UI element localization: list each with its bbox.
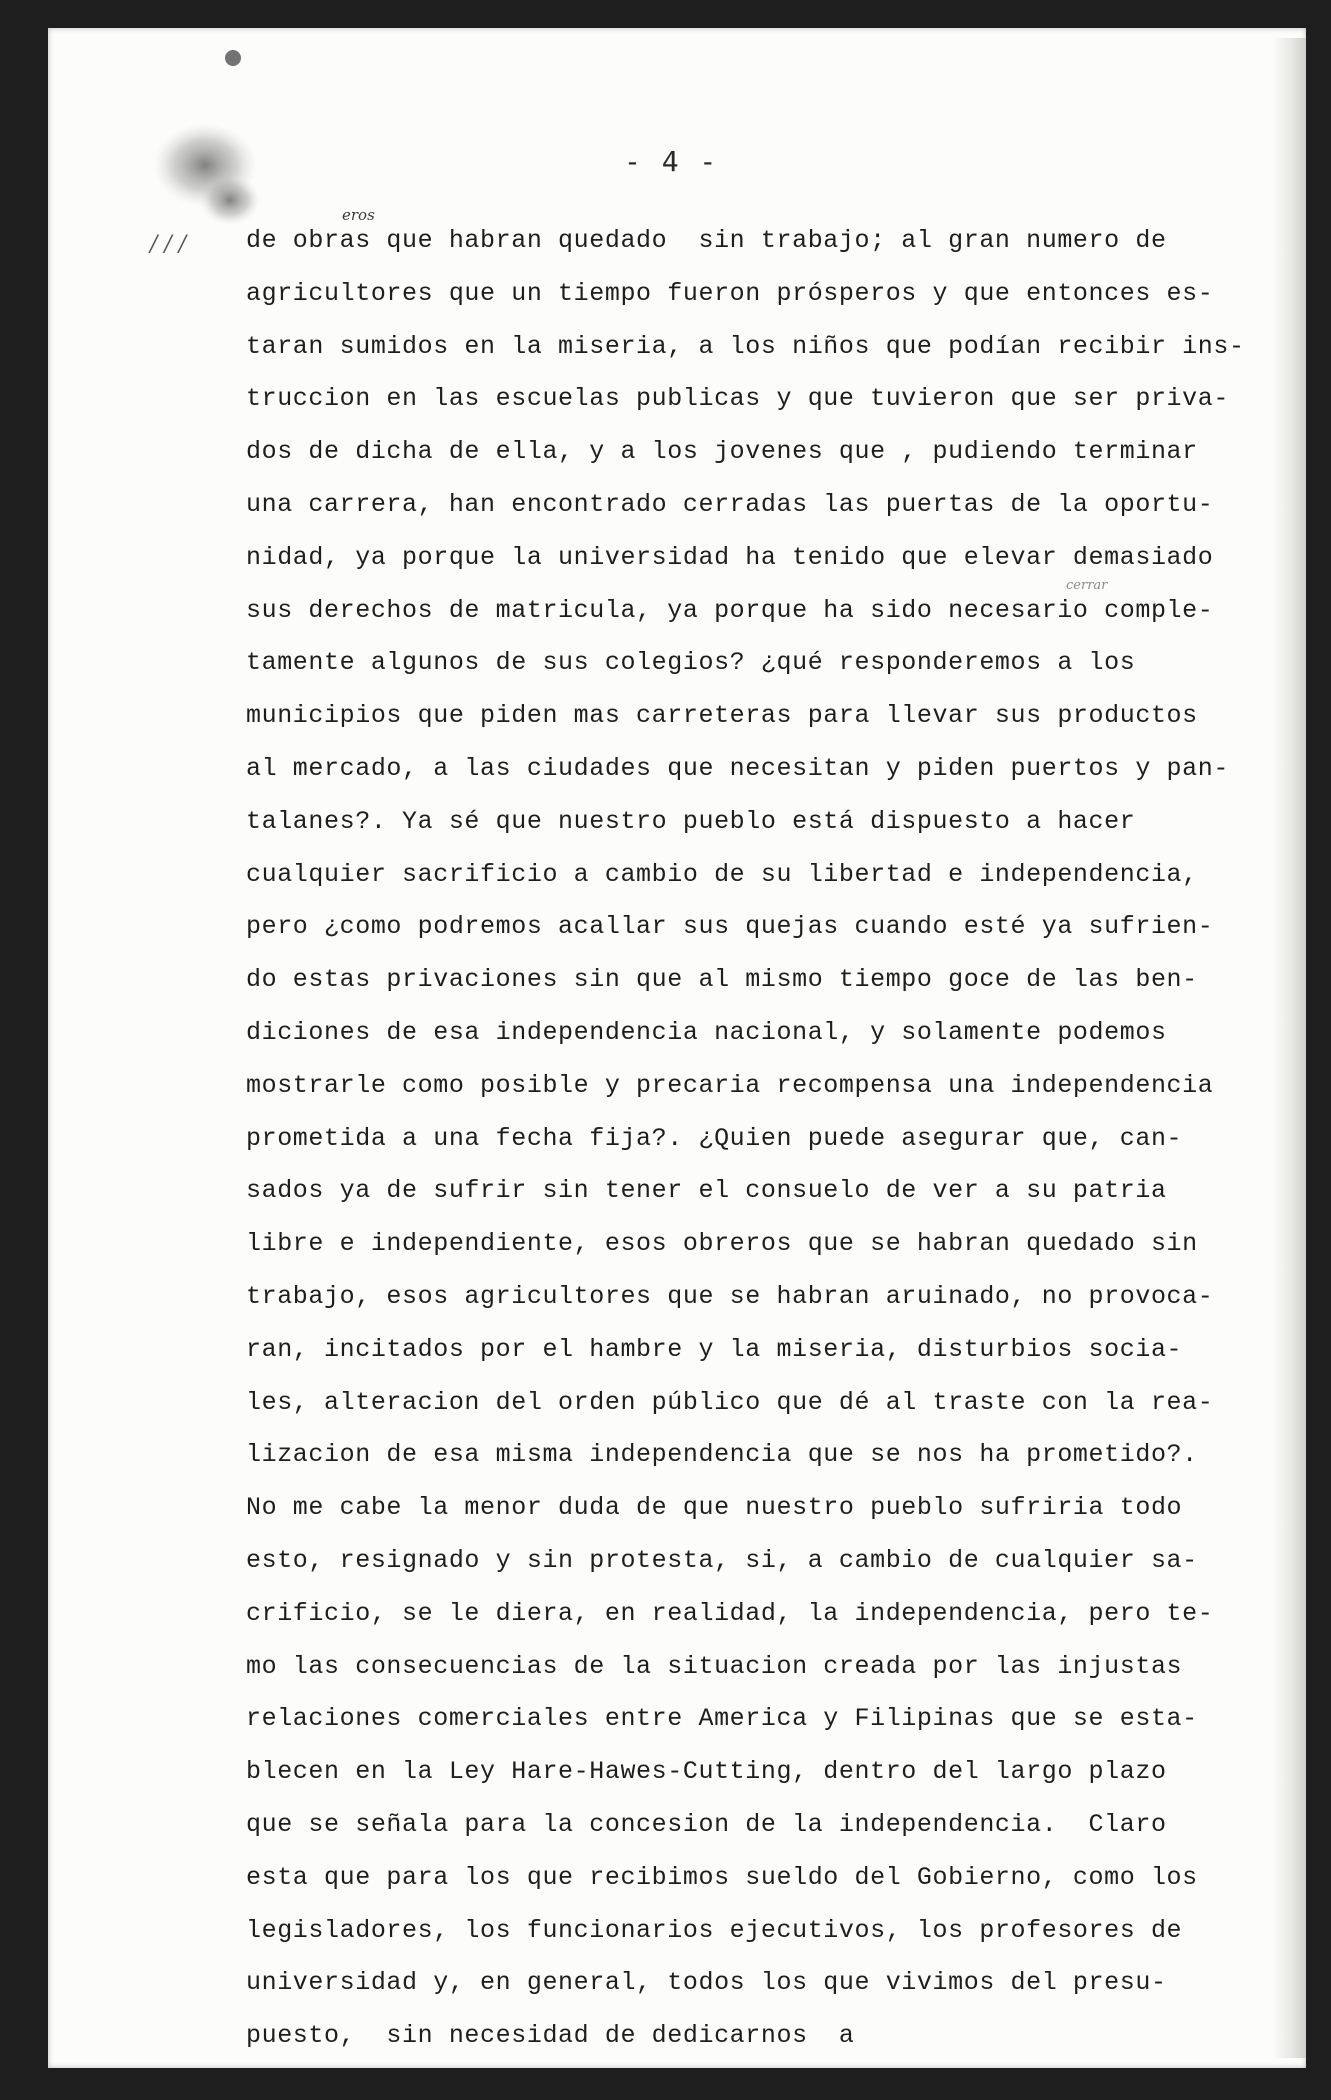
handwritten-note-cerrar: cerrar [1066, 578, 1108, 593]
text-line: libre e independiente, esos obreros que se habran quedado sin [246, 1229, 1198, 1259]
text-line: pero ¿como podremos acallar sus quejas cuando esté ya sufrien- [246, 912, 1214, 942]
text-line: puesto, sin necesidad de dedicarnos a [246, 2021, 855, 2051]
text-line: legisladores, los funcionarios ejecutivos, los profesores de [246, 1915, 1183, 1945]
page-number: - 4 - [624, 145, 719, 178]
text-line: tamente algunos de sus colegios? ¿qué responderemos a los [246, 648, 1136, 678]
text-line: sados ya de sufrir sin tener el consuelo de ver a su patria [246, 1176, 1167, 1206]
text-line: cualquier sacrificio a cambio de su libertad e independencia, [246, 859, 1198, 889]
text-line: les, alteracion del orden público que dé al traste con la rea- [246, 1387, 1214, 1417]
text-line: do estas privaciones sin que al mismo tiempo goce de las ben- [246, 965, 1198, 995]
text-line: diciones de esa independencia nacional, y solamente podemos [246, 1017, 1167, 1047]
text-line: de obras que habran quedado sin trabajo; al gran numero de [246, 226, 1167, 255]
page-edge-shadow [1272, 38, 1306, 2058]
text-line: ran, incitados por el hambre y la miseria, disturbios socia- [246, 1334, 1183, 1364]
text-line: talanes?. Ya sé que nuestro pueblo está dispuesto a hacer [246, 806, 1136, 836]
text-line: esta que para los que recibimos sueldo del Gobierno, como los [246, 1862, 1198, 1892]
text-line: universidad y, en general, todos los que vivimos del presu- [246, 1968, 1167, 1998]
text-line: agricultores que un tiempo fueron prósperos y que entonces es- [246, 278, 1214, 308]
text-line: sus derechos de matricula, ya porque ha sido necesario complе- [246, 595, 1214, 625]
text-line: que se señala para la concesion de la independencia. Claro [246, 1809, 1167, 1839]
text-line: dos de dicha de ella, y a los jovenes que , pudiendo terminar [246, 437, 1198, 467]
text-line: truccion en las escuelas publicas y que tuvieron que ser priva- [246, 384, 1229, 414]
text-line: mostrarle como posible y precaria recompensa una independencia [246, 1070, 1214, 1100]
text-line: municipios que piden mas carreteras para llevar sus productos [246, 701, 1198, 731]
punch-hole-mark [225, 50, 241, 66]
typewritten-body [246, 215, 1246, 2063]
handwritten-correction-eros: eros [342, 206, 375, 224]
text-line: una carrera, han encontrado cerradas las puertas de la oportu- [246, 489, 1214, 519]
text-line: prometida a una fecha fija?. ¿Quien puede asegurar que, can- [246, 1123, 1183, 1153]
ink-smudge [150, 120, 270, 230]
text-line: relaciones comerciales entre America y Filipinas que se esta- [246, 1704, 1198, 1734]
margin-tick-marks: / / / [150, 232, 187, 257]
text-line: mo las consecuencias de la situacion creada por las injustas [246, 1651, 1183, 1681]
text-line: esto, resignado y sin protesta, si, a cambio de cualquier sa- [246, 1545, 1198, 1575]
text-line: trabajo, esos agricultores que se habran aruinado, no provoca- [246, 1281, 1214, 1311]
text-line: nidad, ya porque la universidad ha tenido que elevar demasiado [246, 542, 1214, 572]
text-line: al mercado, a las ciudades que necesitan y piden puertos y pan- [246, 753, 1229, 783]
text-line: lizacion de esa misma independencia que se nos ha prometido?. [246, 1440, 1198, 1470]
text-line: crificio, se le diera, en realidad, la independencia, pero te- [246, 1598, 1214, 1628]
text-line: blecen en la Ley Hare-Hawes-Cutting, dentro del largo plazo [246, 1757, 1167, 1787]
text-line: taran sumidos en la miseria, a los niños que podían recibir ins- [246, 331, 1245, 361]
text-line: No me cabe la menor duda de que nuestro pueblo sufriria todo [246, 1493, 1183, 1523]
